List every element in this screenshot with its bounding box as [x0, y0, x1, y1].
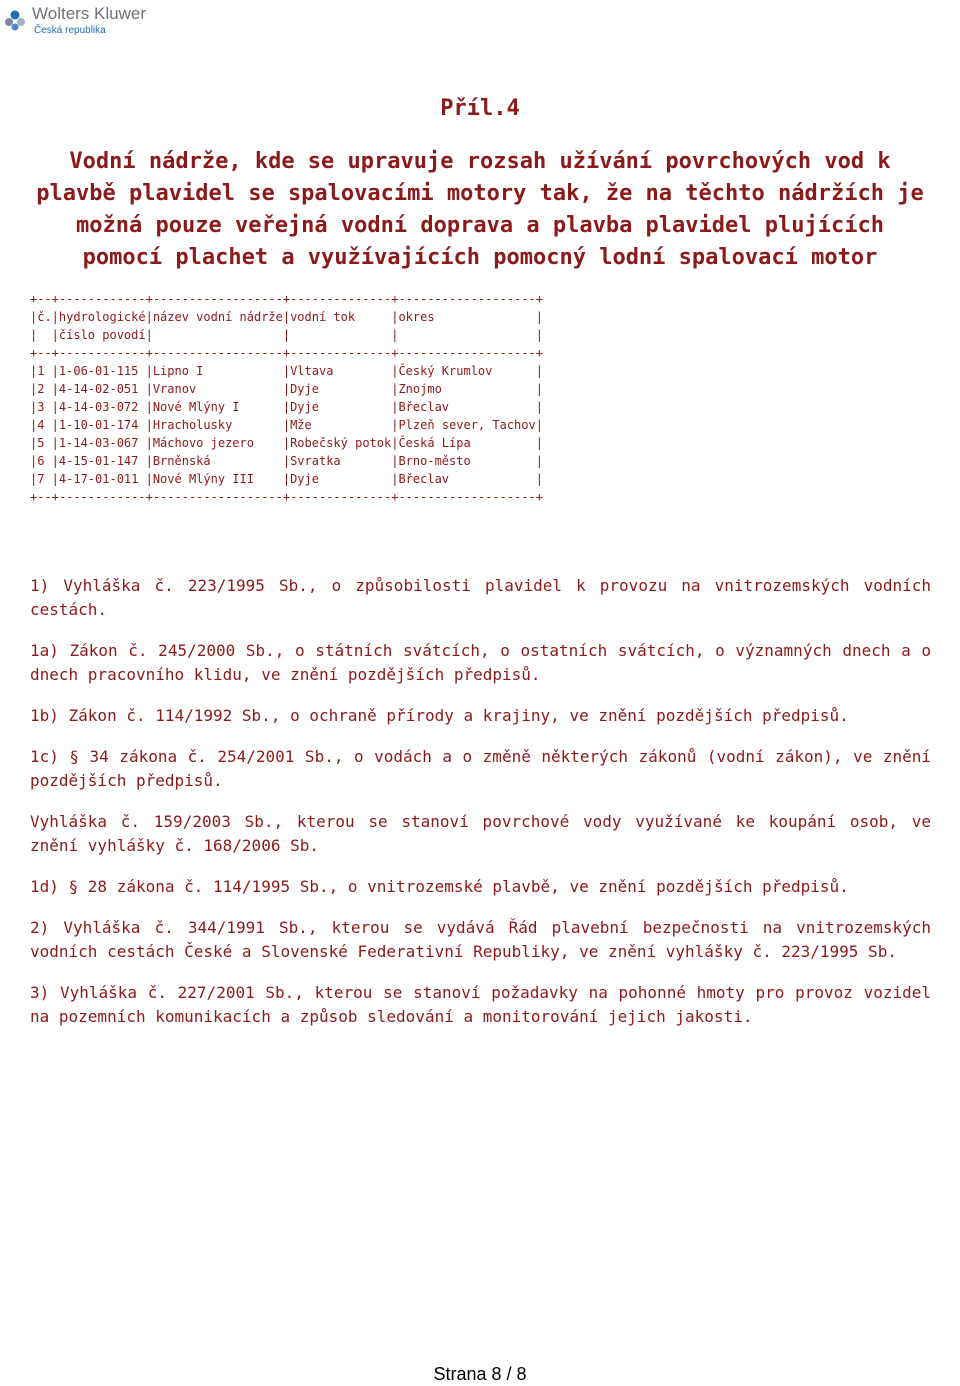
reservoir-table	[30, 290, 543, 506]
footnote-3	[30, 981, 931, 1029]
table-border-bottom: +--+------------+------------------+--------------+-------------------+	[30, 490, 543, 504]
footnote-text: , o ochraně přírody a krajiny, ve znění pozdějších předpisů.	[270, 706, 849, 725]
footnote-text: , o způsobilosti plavidel k provozu na vnitrozemských vodních cestách.	[30, 576, 931, 619]
footnote-marker: 1a)	[30, 641, 70, 660]
brand-name: Wolters Kluwer	[32, 4, 146, 23]
law-link[interactable]: Vyhláška č. 159/2003 Sb.	[30, 812, 274, 831]
table-row: |2 |4-14-02-051 |Vranov |Dyje |Znojmo |	[30, 382, 543, 396]
law-link[interactable]: Vyhláška č. 223/1995 Sb.	[63, 576, 308, 595]
footnote-text: , o vodách a o změně některých zákonů (vodní zákon), ve znění pozdějších předpisů.	[30, 747, 931, 790]
page-number: Strana 8 / 8	[433, 1364, 527, 1384]
footnote-marker: 1)	[30, 576, 64, 595]
footnote-1c-continued	[30, 810, 931, 858]
brand-region: Česká republika	[34, 25, 106, 36]
law-link[interactable]: Zákon č. 114/1992 Sb.	[68, 706, 271, 725]
footnote-text: , kterou se vydává Řád plavební bezpečnosti na vnitrozemských vodních cestách České a Slovenské Federativní Republiky, ve znění vyhlášky č. 223/1995 Sb.	[30, 918, 931, 961]
footnote-2	[30, 916, 931, 964]
law-link[interactable]: Zákon č. 245/2000 Sb.	[69, 641, 275, 660]
footnote-text: , o vnitrozemské plavbě, ve znění pozdějších předpisů.	[328, 877, 849, 896]
law-link[interactable]: Vyhláška č. 227/2001 Sb.	[59, 983, 295, 1002]
table-border-mid: +--+------------+------------------+--------------+-------------------+	[30, 346, 543, 360]
table-row: |6 |4-15-01-147 |Brněnská |Svratka |Brno-město |	[30, 454, 543, 468]
table-row: |3 |4-14-03-072 |Nové Mlýny I |Dyje |Břeclav |	[30, 400, 543, 414]
footnote-1d	[30, 875, 931, 899]
footnote-text: , kterou se stanoví požadavky na pohonné hmoty pro provoz vozidel na pozemních komunikacích a způsob sledování a monitorování jejich jakosti.	[30, 983, 931, 1026]
law-link[interactable]: § 34 zákona č. 254/2001 Sb.	[69, 747, 334, 766]
footnote-text: , o státních svátcích, o ostatních svátcích, o významných dnech a o dnech pracovního klidu, ve znění pozdějších předpisů.	[30, 641, 931, 684]
footnote-text: , kterou se stanoví povrchové vody využívané ke koupání osob, ve znění vyhlášky č. 168/2006 Sb.	[30, 812, 932, 855]
law-link[interactable]: Vyhláška č. 344/1991 Sb.	[63, 918, 308, 937]
law-link[interactable]: § 28 zákona č. 114/1995 Sb.	[68, 877, 329, 896]
footnote-marker: 1b)	[30, 706, 69, 725]
table-row: |1 |1-06-01-115 |Lipno I |Vltava |Český Krumlov |	[30, 364, 543, 378]
table-header-line-2: | |číslo povodí| | | |	[30, 328, 543, 342]
footnote-1b	[30, 704, 931, 728]
footnotes	[30, 574, 931, 1046]
wolters-kluwer-logo-icon	[4, 6, 26, 32]
footnote-marker: 2)	[30, 918, 64, 937]
table-row: |4 |1-10-01-174 |Hracholusky |Mže |Plzeň sever, Tachov|	[30, 418, 543, 432]
footnote-marker: 1d)	[30, 877, 69, 896]
footnote-1	[30, 574, 931, 622]
appendix-heading: Příl.4	[440, 96, 520, 121]
footnote-marker: 1c)	[30, 747, 70, 766]
footnote-1a	[30, 639, 931, 687]
footnote-marker: 3)	[30, 983, 60, 1002]
footnote-1c	[30, 745, 931, 793]
table-header-line-1: |č.|hydrologické|název vodní nádrže|vodní tok |okres |	[30, 310, 543, 324]
document-title: Vodní nádrže, kde se upravuje rozsah užívání povrchových vod k plavbě plavidel se spalovacími motory tak, že na těchto nádržích je možná pouze veřejná vodní doprava a plavba plavidel plujících pomocí plachet a využívajících pomocný lodní spalovací motor	[36, 149, 924, 270]
table-row: |7 |4-17-01-011 |Nové Mlýny III |Dyje |Břeclav |	[30, 472, 543, 486]
table-border-top: +--+------------+------------------+--------------+-------------------+	[30, 292, 543, 306]
table-row: |5 |1-14-03-067 |Máchovo jezero |Robečský potok|Česká Lípa |	[30, 436, 543, 450]
